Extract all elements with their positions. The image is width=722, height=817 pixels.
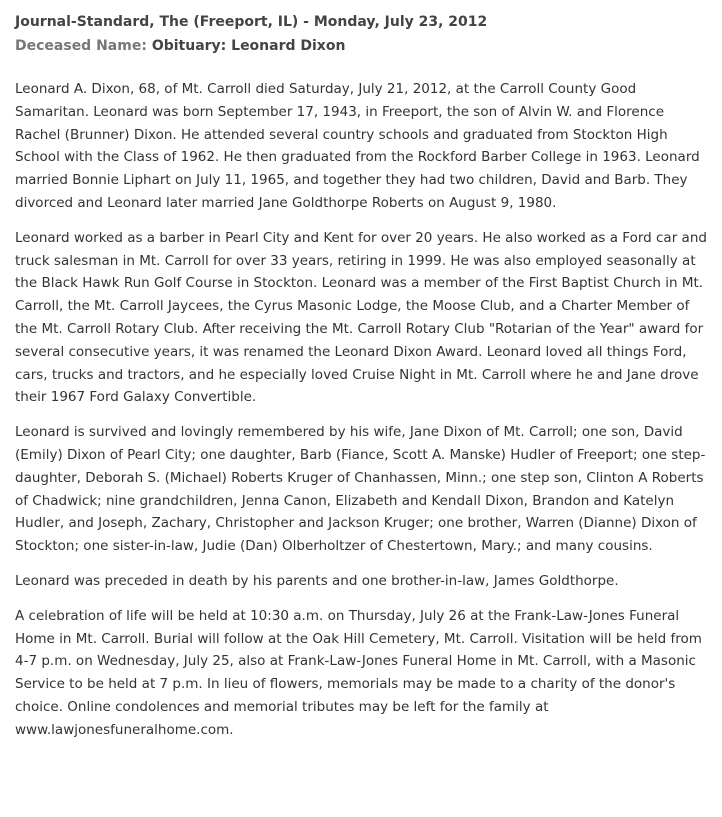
paragraph: Leonard is survived and lovingly remembered by his wife, Jane Dixon of Mt. Carroll; one son, David (Emily) Dixon of Pearl City; one daughter, Barb (Fiance, Scott A. Manske) Hudler of Freeport; one step-daughter, Deborah S. (Michael) Roberts Kruger of Chanhassen, Minn.; one step son, Clinton A Roberts of Chadwick; nine grandchildren, Jenna Canon, Elizabeth and Kendall Dixon, Brandon and Katelyn Hudler, and Joseph, Zachary, Christopher and Jackson Kruger; one brother, Warren (Dianne) Dixon of Stockton; one sister-in-law, Judie (Dan) Olberholtzer of Chestertown, Mary.; and many cousins.: [15, 424, 706, 555]
paragraph: Leonard was preceded in death by his parents and one brother-in-law, James Goldthorpe.: [15, 572, 619, 589]
source-line: Journal-Standard, The (Freeport, IL) - Monday, July 23, 2012: [15, 14, 488, 30]
paragraph: Leonard worked as a barber in Pearl City and Kent for over 20 years. He also worked as a Ford car and truck salesman in Mt. Carroll for over 33 years, retiring in 1999. He was also employed seasonally at the Black Hawk Run Golf Course in Stockton. Leonard was a member of the First Baptist Church in Mt. Carroll, the Mt. Carroll Jaycees, the Cyrus Masonic Lodge, the Moose Club, and a Charter Member of the Mt. Carroll Rotary Club. After receiving the Mt. Carroll Rotary Club "Rotarian of the Year" award for several consecutive years, it was renamed the Leonard Dixon Award. Leonard loved all things Ford, cars, trucks and tractors, and he especially loved Cruise Night in Mt. Carroll where he and Jane drove their 1967 Ford Galaxy Convertible.: [15, 229, 707, 406]
deceased-name-value: Obituary: Leonard Dixon: [151, 38, 346, 54]
deceased-name-line: [15, 34, 708, 58]
deceased-name-label: Deceased Name:: [15, 38, 147, 54]
article-body: [15, 78, 708, 742]
paragraph: Leonard A. Dixon, 68, of Mt. Carroll died Saturday, July 21, 2012, at the Carroll County Good Samaritan. Leonard was born September 17, 1943, in Freeport, the son of Alvin W. and Florence Rachel (Brunner) Dixon. He attended several country schools and graduated from Stockton High School with the Class of 1962. He then graduated from the Rockford Barber College in 1963. Leonard married Bonnie Liphart on July 11, 1965, and together they had two children, David and Barb. They divorced and Leonard later married Jane Goldthorpe Roberts on August 9, 1980.: [15, 81, 700, 211]
paragraph: A celebration of life will be held at 10:30 a.m. on Thursday, July 26 at the Frank-Law-Jones Funeral Home in Mt. Carroll. Burial will follow at the Oak Hill Cemetery, Mt. Carroll. Visitation will be held from 4-7 p.m. on Wednesday, July 25, also at Frank-Law-Jones Funeral Home in Mt. Carroll, with a Masonic Service to be held at 7 p.m. In lieu of flowers, memorials may be made to a charity of the donor's choice. Online condolences and memorial tributes may be left for the family at www.lawjonesfuneralhome.com.: [15, 607, 702, 738]
